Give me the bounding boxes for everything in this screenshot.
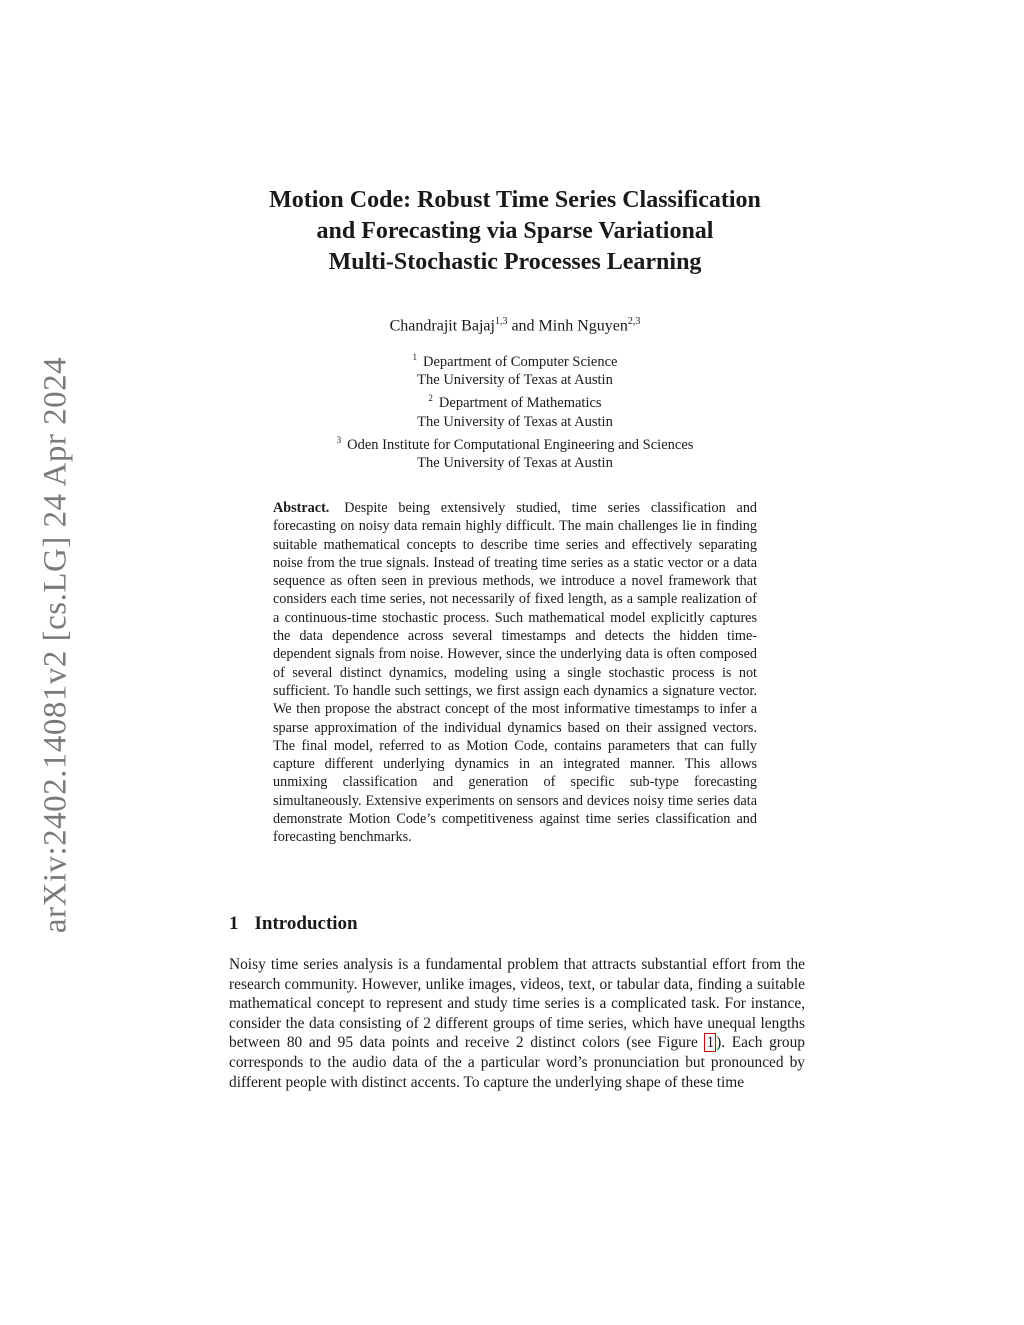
affiliation-marker: 1 xyxy=(412,352,417,362)
introduction-paragraph xyxy=(229,955,805,1092)
affiliations-block xyxy=(200,348,830,472)
author-name: Chandrajit Bajaj xyxy=(389,317,495,335)
author-name: Minh Nguyen xyxy=(538,317,628,335)
paper-title xyxy=(200,185,830,278)
affiliation-line: The University of Texas at Austin xyxy=(417,372,613,389)
affiliation-line: $^3$ Oden Institute for Computational Engineering and Sciences xyxy=(336,434,694,453)
title-line-3: Multi-Stochastic Processes Learning xyxy=(328,249,702,275)
author-affiliation-marker: 1,3 xyxy=(494,316,508,327)
intro-text-before: Noisy time series analysis is a fundamental problem that attracts substantial effort from the research community. However, unlike images, videos, text, or tabular data, finding a suitable mathematical concept to represent and study time series is a complicated task. For instance, consider the data consisting of 2 different groups of time series, which have unequal lengths between 80 and 95 data points and receive 2 distinct colors (see Figure xyxy=(229,956,805,1052)
title-line-2: and Forecasting via Sparse Variational xyxy=(316,218,714,244)
figure-reference-link[interactable]: 1 xyxy=(706,1034,715,1052)
affiliation-line: $^1$ Department of Computer Science xyxy=(412,352,618,370)
affiliation-line: $^2$ Department of Mathematics xyxy=(428,393,602,412)
affiliation-marker: 2 xyxy=(428,393,433,404)
affiliation-marker: 3 xyxy=(336,434,342,445)
author-affiliation-marker: 2,3 xyxy=(627,316,641,327)
arxiv-identifier-stamp: arXiv:2402.14081v2 [cs.LG] 24 Apr 2024 xyxy=(37,356,74,934)
section-heading-introduction xyxy=(229,913,358,935)
intro-text-after: ). Each group corresponds to the audio data of the a particular word’s pronunciation but pronounced by different people with distinct accents. To capture the underlying shape of these time xyxy=(229,1034,805,1091)
abstract-label: Abstract. xyxy=(273,500,330,516)
affiliation-line: The University of Texas at Austin xyxy=(417,413,613,430)
abstract-text: Despite being extensively studied, time series classification and forecasting on noisy data remain highly difficult. The main challenges lie in finding suitable mathematical concepts to describe time series and effectively separating noise from the true signals. Instead of treating time series as a static vector or a data sequence as often seen in previous methods, we introduce a novel framework that considers each time series, not necessarily of fixed length, as a sample realization of a continuous-time stochastic process. Such mathematical model explicitly captures the data dependence across several timestamps and detects the hidden time-dependent signals from noise. However, since the underlying data is often composed of several distinct dynamics, modeling using a single stochastic process is not sufficient. To handle such settings, we first assign each dynamics a signature vector. We then propose the abstract concept of the most informative timestamps to infer a sparse approximation of the individual dynamics based on their assigned vectors. The final model, referred to as Motion Code, contains parameters that can fully capture different underlying dynamics in an integrated manner. This allows unmixing classification and generation of specific sub-type forecasting simultaneously. Extensive experiments on sensors and devices noisy time series data demonstrate Motion Code’s competitiveness against time series classification and forecasting benchmarks. xyxy=(273,500,758,846)
section-number: 1 xyxy=(229,913,239,934)
abstract xyxy=(273,499,757,847)
section-title: Introduction xyxy=(254,913,358,934)
author-conjunction: and xyxy=(507,317,539,335)
affiliation-line: The University of Texas at Austin xyxy=(417,454,613,471)
author-list xyxy=(200,312,830,336)
title-line-1: Motion Code: Robust Time Series Classification xyxy=(269,187,761,213)
